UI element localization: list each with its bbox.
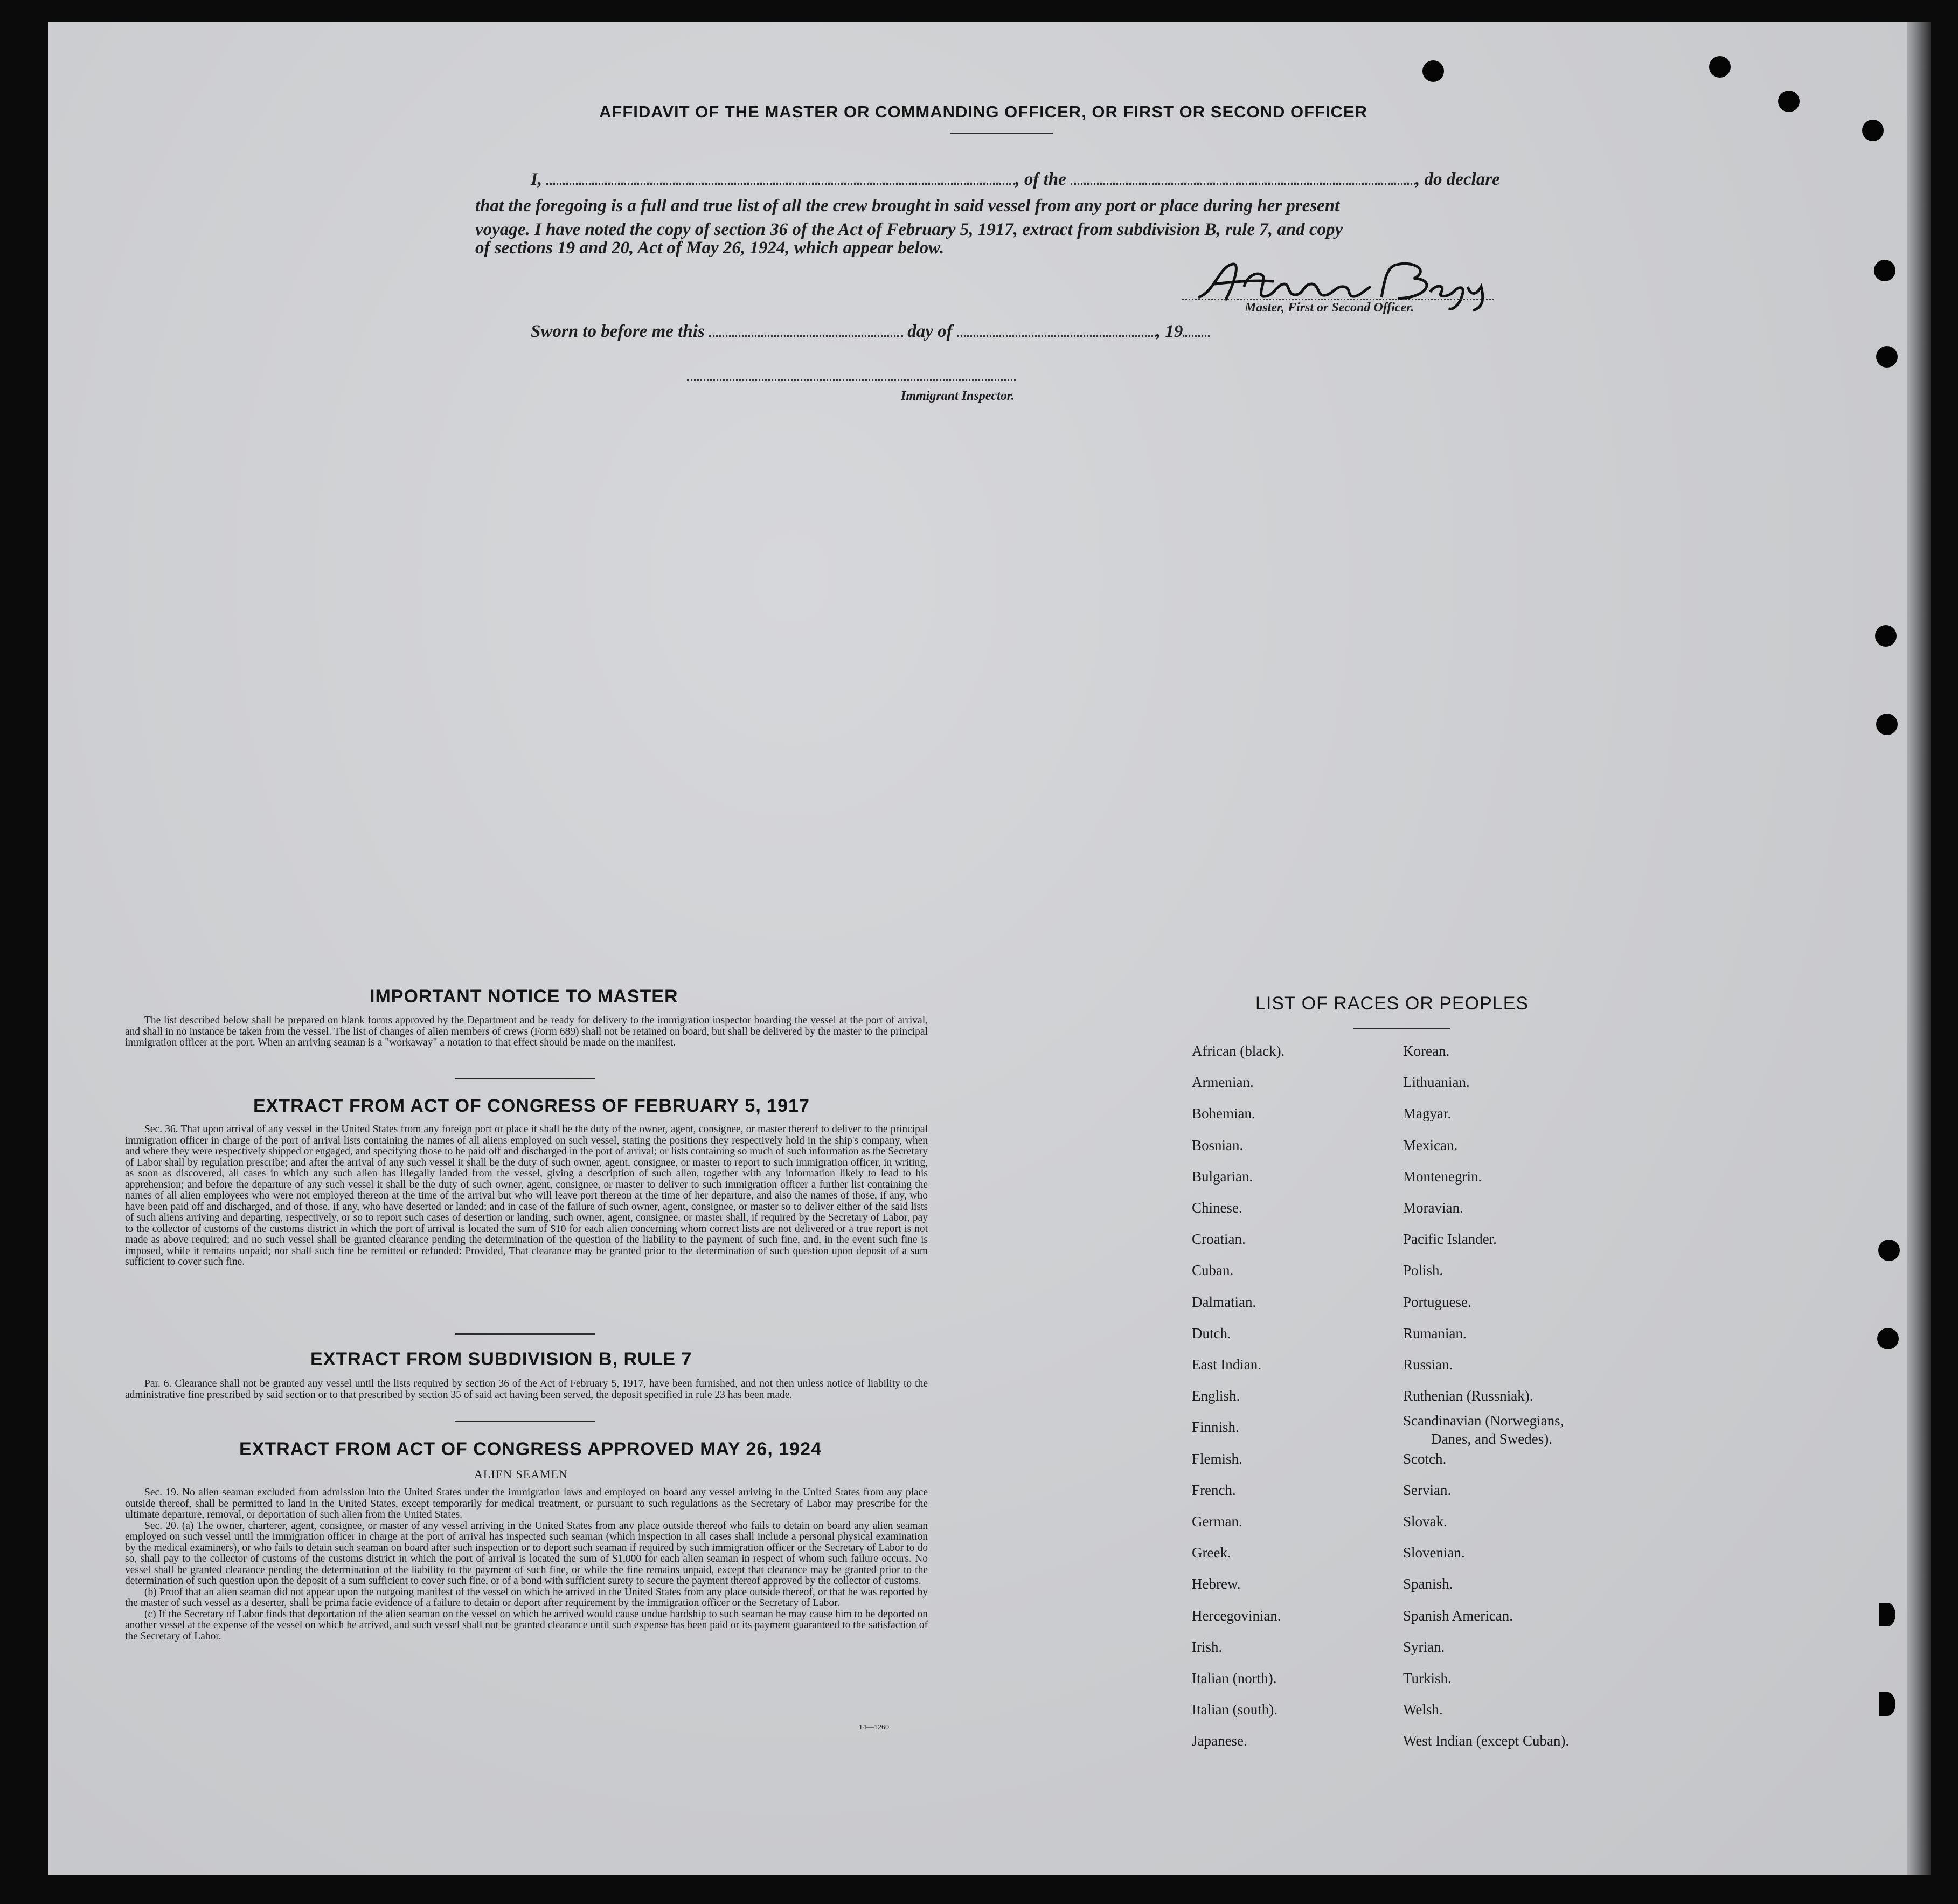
extract-1924-body bbox=[125, 1487, 928, 1642]
declarant-prefix: I, bbox=[531, 170, 543, 189]
race-item: African (black). bbox=[1192, 1043, 1285, 1059]
race-item: Korean. bbox=[1403, 1043, 1450, 1059]
notice-body bbox=[125, 1015, 928, 1049]
race-item: Bohemian. bbox=[1192, 1105, 1255, 1122]
punch-hole bbox=[1877, 1328, 1899, 1349]
race-item: German. bbox=[1192, 1513, 1242, 1529]
notice-paragraph: The list described below shall be prepared on blank forms approved by the Department and be ready for delivery to the immigration inspector boarding the vessel at the port of arrival, and shall in no instance be taken from the vessel. The list of changes of alien members of crews (Form 689) shall not be retained on board, but shall be delivered by the master to the principal immigration officer at the port. When an arriving seaman is a "workaway" a notation to that effect should be made on the manifest. bbox=[125, 1015, 928, 1048]
race-item: Hercegovinian. bbox=[1192, 1607, 1281, 1624]
race-item: East Indian. bbox=[1192, 1356, 1261, 1373]
affidavit-line-4: of sections 19 and 20, Act of May 26, 1924, which appear below. bbox=[475, 238, 945, 258]
race-item: Scotch. bbox=[1403, 1450, 1447, 1467]
race-item: Rumanian. bbox=[1403, 1325, 1467, 1341]
race-item-continuation: Danes, and Swedes). bbox=[1431, 1431, 1552, 1448]
punch-hole bbox=[1875, 625, 1897, 647]
race-item: Ruthenian (Russniak). bbox=[1403, 1388, 1533, 1404]
affidavit-line-2: that the foregoing is a full and true list of all the crew brought in said vessel from any port or place during her present bbox=[475, 196, 1340, 216]
extract-1917-heading: EXTRACT FROM ACT OF CONGRESS OF FEBRUARY 5, 1917 bbox=[253, 1096, 810, 1116]
race-item: Polish. bbox=[1403, 1262, 1443, 1279]
race-item: Slovenian. bbox=[1403, 1545, 1465, 1561]
sworn-date-field bbox=[709, 321, 903, 337]
race-item: Montenegrin. bbox=[1403, 1168, 1482, 1185]
of-the-label: , of the bbox=[1015, 170, 1066, 189]
inspector-signature-field bbox=[687, 365, 1016, 381]
extract-1924-heading: EXTRACT FROM ACT OF CONGRESS APPROVED MAY 26, 1924 bbox=[239, 1439, 822, 1459]
race-item: Greek. bbox=[1192, 1545, 1231, 1561]
races-divider bbox=[1353, 1028, 1450, 1029]
race-item: Spanish. bbox=[1403, 1576, 1453, 1593]
vessel-name-field bbox=[1071, 169, 1415, 185]
punch-hole bbox=[1876, 346, 1898, 368]
sworn-year-field bbox=[1183, 321, 1210, 337]
race-item: Italian (south). bbox=[1192, 1701, 1277, 1718]
punch-hole bbox=[1876, 714, 1898, 735]
race-item: Moravian. bbox=[1403, 1200, 1463, 1216]
punch-hole bbox=[1879, 1603, 1895, 1626]
alien-seamen-subheading: ALIEN SEAMEN bbox=[474, 1467, 568, 1481]
section-20a-paragraph: Sec. 20. (a) The owner, charterer, agent, consignee, or master of any vessel arriving in the United States from any place outside thereof who fails to detain on board any alien seaman employed on such vessel until the immigration officer in charge at the port of arrival has inspected such seaman (which inspection in all cases shall include a personal physical examination by the medical examiners), or who fails to detain such seaman on board after such inspection or to deport such seaman if required by such immigration officer or the Secretary of Labor to do so, shall pay to the collector of customs of the customs district in which the port of arrival is located the sum of $1,000 for each alien seaman in respect of whom such failure occurs. No vessel shall be granted clearance pending the determination of the liability to the payment of such fine, or while the fine remains unpaid, except that clearance may be granted prior to the determination of such question upon the deposit of a sum sufficient to cover such fine, or of a bond with sufficient surety to secure the payment thereof approved by the collector of customs. bbox=[125, 1520, 928, 1587]
affidavit-line-1 bbox=[531, 169, 1500, 190]
rule-7-heading: EXTRACT FROM SUBDIVISION B, RULE 7 bbox=[310, 1349, 692, 1369]
rule-7-divider bbox=[455, 1421, 595, 1422]
punch-hole bbox=[1422, 60, 1444, 82]
race-item: Spanish American. bbox=[1403, 1607, 1513, 1624]
race-item: Bulgarian. bbox=[1192, 1168, 1253, 1185]
inspector-caption: Immigrant Inspector. bbox=[901, 389, 1015, 403]
race-item: Pacific Islander. bbox=[1403, 1231, 1497, 1248]
race-item: Finnish. bbox=[1192, 1419, 1239, 1436]
race-item: French. bbox=[1192, 1481, 1236, 1498]
sworn-prefix: Sworn to before me this bbox=[531, 322, 705, 341]
race-item: Flemish. bbox=[1192, 1450, 1242, 1467]
race-item: Hebrew. bbox=[1192, 1576, 1241, 1593]
race-item: Croatian. bbox=[1192, 1231, 1246, 1248]
notice-heading: IMPORTANT NOTICE TO MASTER bbox=[370, 986, 678, 1007]
race-item: Turkish. bbox=[1403, 1670, 1452, 1686]
race-item: Chinese. bbox=[1192, 1200, 1242, 1216]
race-item: Servian. bbox=[1403, 1481, 1452, 1498]
race-item: Slovak. bbox=[1403, 1513, 1447, 1529]
race-item: Italian (north). bbox=[1192, 1670, 1277, 1686]
section-36-paragraph: Sec. 36. That upon arrival of any vessel in the United States from any foreign port or place it shall be the duty of the owner, agent, consignee, or master thereof to deliver to the principal immigration officer in charge of the port of arrival lists containing the names of all aliens employed on such vessel, stating the positions they respectively hold in the ship's company, when and where they were respectively shipped or engaged, and specifying those to be paid off and discharged in the port of arrival; or lists containing so much of such information as the Secretary of Labor shall by regulation prescribe; and after the arrival of any such vessel it shall be the duty of such owner, agent, consignee, or master to report to such immigration officer, in writing, as soon as discovered, all cases in which any such alien has illegally landed from the vessel, giving a description of such alien, together with any information likely to lead to his apprehension; and before the departure of any such vessel it shall be the duty of such owner, agent, consignee, or master to deliver to such immigration officer a further list containing the names of all alien employees who were not employed thereon at the time of the arrival but who will leave port thereon at the time of her departure, and also the names of those, if any, who have been paid off and discharged, and of those, if any, who have deserted or landed; and in case of the failure of such owner, agent, consignee, or master so to deliver either of the said lists of such aliens arriving and departing, respectively, or so to report such cases of desertion or landing, such owner, agent, consignee, or master shall, if required by the Secretary of Labor, pay to the collector of customs of the customs district in which the port of arrival is located the sum of $10 for each alien concerning whom correct lists are not delivered or a true report is not made as above required; and no such vessel shall be granted clearance pending the determination of the question of the liability to the payment of such fine, and, in the event such fine is imposed, while it remains unpaid; nor shall such fine be remitted or refunded: Provided, That clearance may be granted prior to the determination of such question upon deposit of a sum sufficient to cover such fine. bbox=[125, 1124, 928, 1268]
section-19-paragraph: Sec. 19. No alien seaman excluded from admission into the United States under the immigration laws and employed on board any vessel arriving in the United States from any place outside thereof, shall be permitted to land in the United States, except temporarily for medical treatment, or pursuant to such regulations as the Secretary of Labor may prescribe for the ultimate departure, removal, or deportation of such alien from the United States. bbox=[125, 1487, 928, 1520]
race-item: West Indian (except Cuban). bbox=[1403, 1733, 1570, 1749]
extract-1917-body bbox=[125, 1124, 928, 1268]
race-item: Welsh. bbox=[1403, 1701, 1443, 1718]
par-6-paragraph: Par. 6. Clearance shall not be granted any vessel until the lists required by section 36 of the Act of February 5, 1917, have been furnished, and not then unless notice of liability to the administrative fine prescribed by said section or to that prescribed by section 35 of said act having been served, the deposit specified in rule 23 has been made. bbox=[125, 1378, 928, 1401]
race-item: Bosnian. bbox=[1192, 1137, 1244, 1153]
notice-divider bbox=[455, 1078, 595, 1079]
race-item: Lithuanian. bbox=[1403, 1074, 1470, 1091]
punch-hole bbox=[1778, 91, 1800, 112]
day-of-label: day of bbox=[907, 322, 953, 341]
sworn-month-field bbox=[957, 321, 1156, 337]
punch-hole bbox=[1879, 1692, 1895, 1716]
race-item: Irish. bbox=[1192, 1638, 1223, 1655]
declarant-name-field bbox=[546, 169, 1015, 185]
race-item: Scandinavian (Norwegians, bbox=[1403, 1413, 1564, 1429]
race-item: Russian. bbox=[1403, 1356, 1453, 1373]
affidavit-line-3: voyage. I have noted the copy of section 36 of the Act of February 5, 1917, extract from subdivision B, rule 7, and copy bbox=[475, 220, 1343, 239]
punch-hole bbox=[1874, 260, 1895, 281]
race-item: Syrian. bbox=[1403, 1638, 1445, 1655]
punch-hole bbox=[1878, 1240, 1900, 1261]
year-label: , 19 bbox=[1156, 322, 1183, 341]
signature-caption: Master, First or Second Officer. bbox=[1245, 301, 1414, 315]
extract-1917-divider bbox=[455, 1333, 595, 1335]
race-item: Dutch. bbox=[1192, 1325, 1231, 1341]
race-item: Magyar. bbox=[1403, 1105, 1452, 1122]
punch-hole bbox=[1709, 56, 1731, 78]
sworn-line bbox=[531, 321, 1210, 342]
race-item: Armenian. bbox=[1192, 1074, 1254, 1091]
race-item: English. bbox=[1192, 1388, 1240, 1404]
do-declare-label: , do declare bbox=[1415, 170, 1500, 189]
race-item: Cuban. bbox=[1192, 1262, 1234, 1279]
page-edge-shadow bbox=[1907, 22, 1931, 1875]
race-item: Mexican. bbox=[1403, 1137, 1458, 1153]
section-20b-paragraph: (b) Proof that an alien seaman did not appear upon the outgoing manifest of the vessel on which he arrived in the United States from any place outside thereof, or that he was reported by the master of such vessel as a deserter, shall be prima facie evidence of a failure to detain or deport after requirement by the immigration officer or the Secretary of Labor. bbox=[125, 1586, 928, 1609]
race-item: Dalmatian. bbox=[1192, 1293, 1256, 1310]
race-item: Japanese. bbox=[1192, 1733, 1247, 1749]
form-number: 14—1260 bbox=[859, 1723, 889, 1732]
rule-7-body bbox=[125, 1379, 928, 1401]
affidavit-heading: AFFIDAVIT OF THE MASTER OR COMMANDING OFFICER, OR FIRST OR SECOND OFFICER bbox=[599, 102, 1368, 121]
race-item: Portuguese. bbox=[1403, 1293, 1471, 1310]
races-heading: LIST OF RACES OR PEOPLES bbox=[1255, 993, 1529, 1014]
affidavit-divider bbox=[950, 133, 1053, 134]
punch-hole bbox=[1862, 120, 1884, 141]
section-20c-paragraph: (c) If the Secretary of Labor finds that deportation of the alien seaman on the vessel on which he arrived would cause undue hardship to such seaman he may cause him to be deported on another vessel at the expense of the vessel on which he arrived, and such vessel shall not be granted clearance until such expense has been paid or its payment guaranteed to the satisfaction of the Secretary of Labor. bbox=[125, 1608, 928, 1642]
